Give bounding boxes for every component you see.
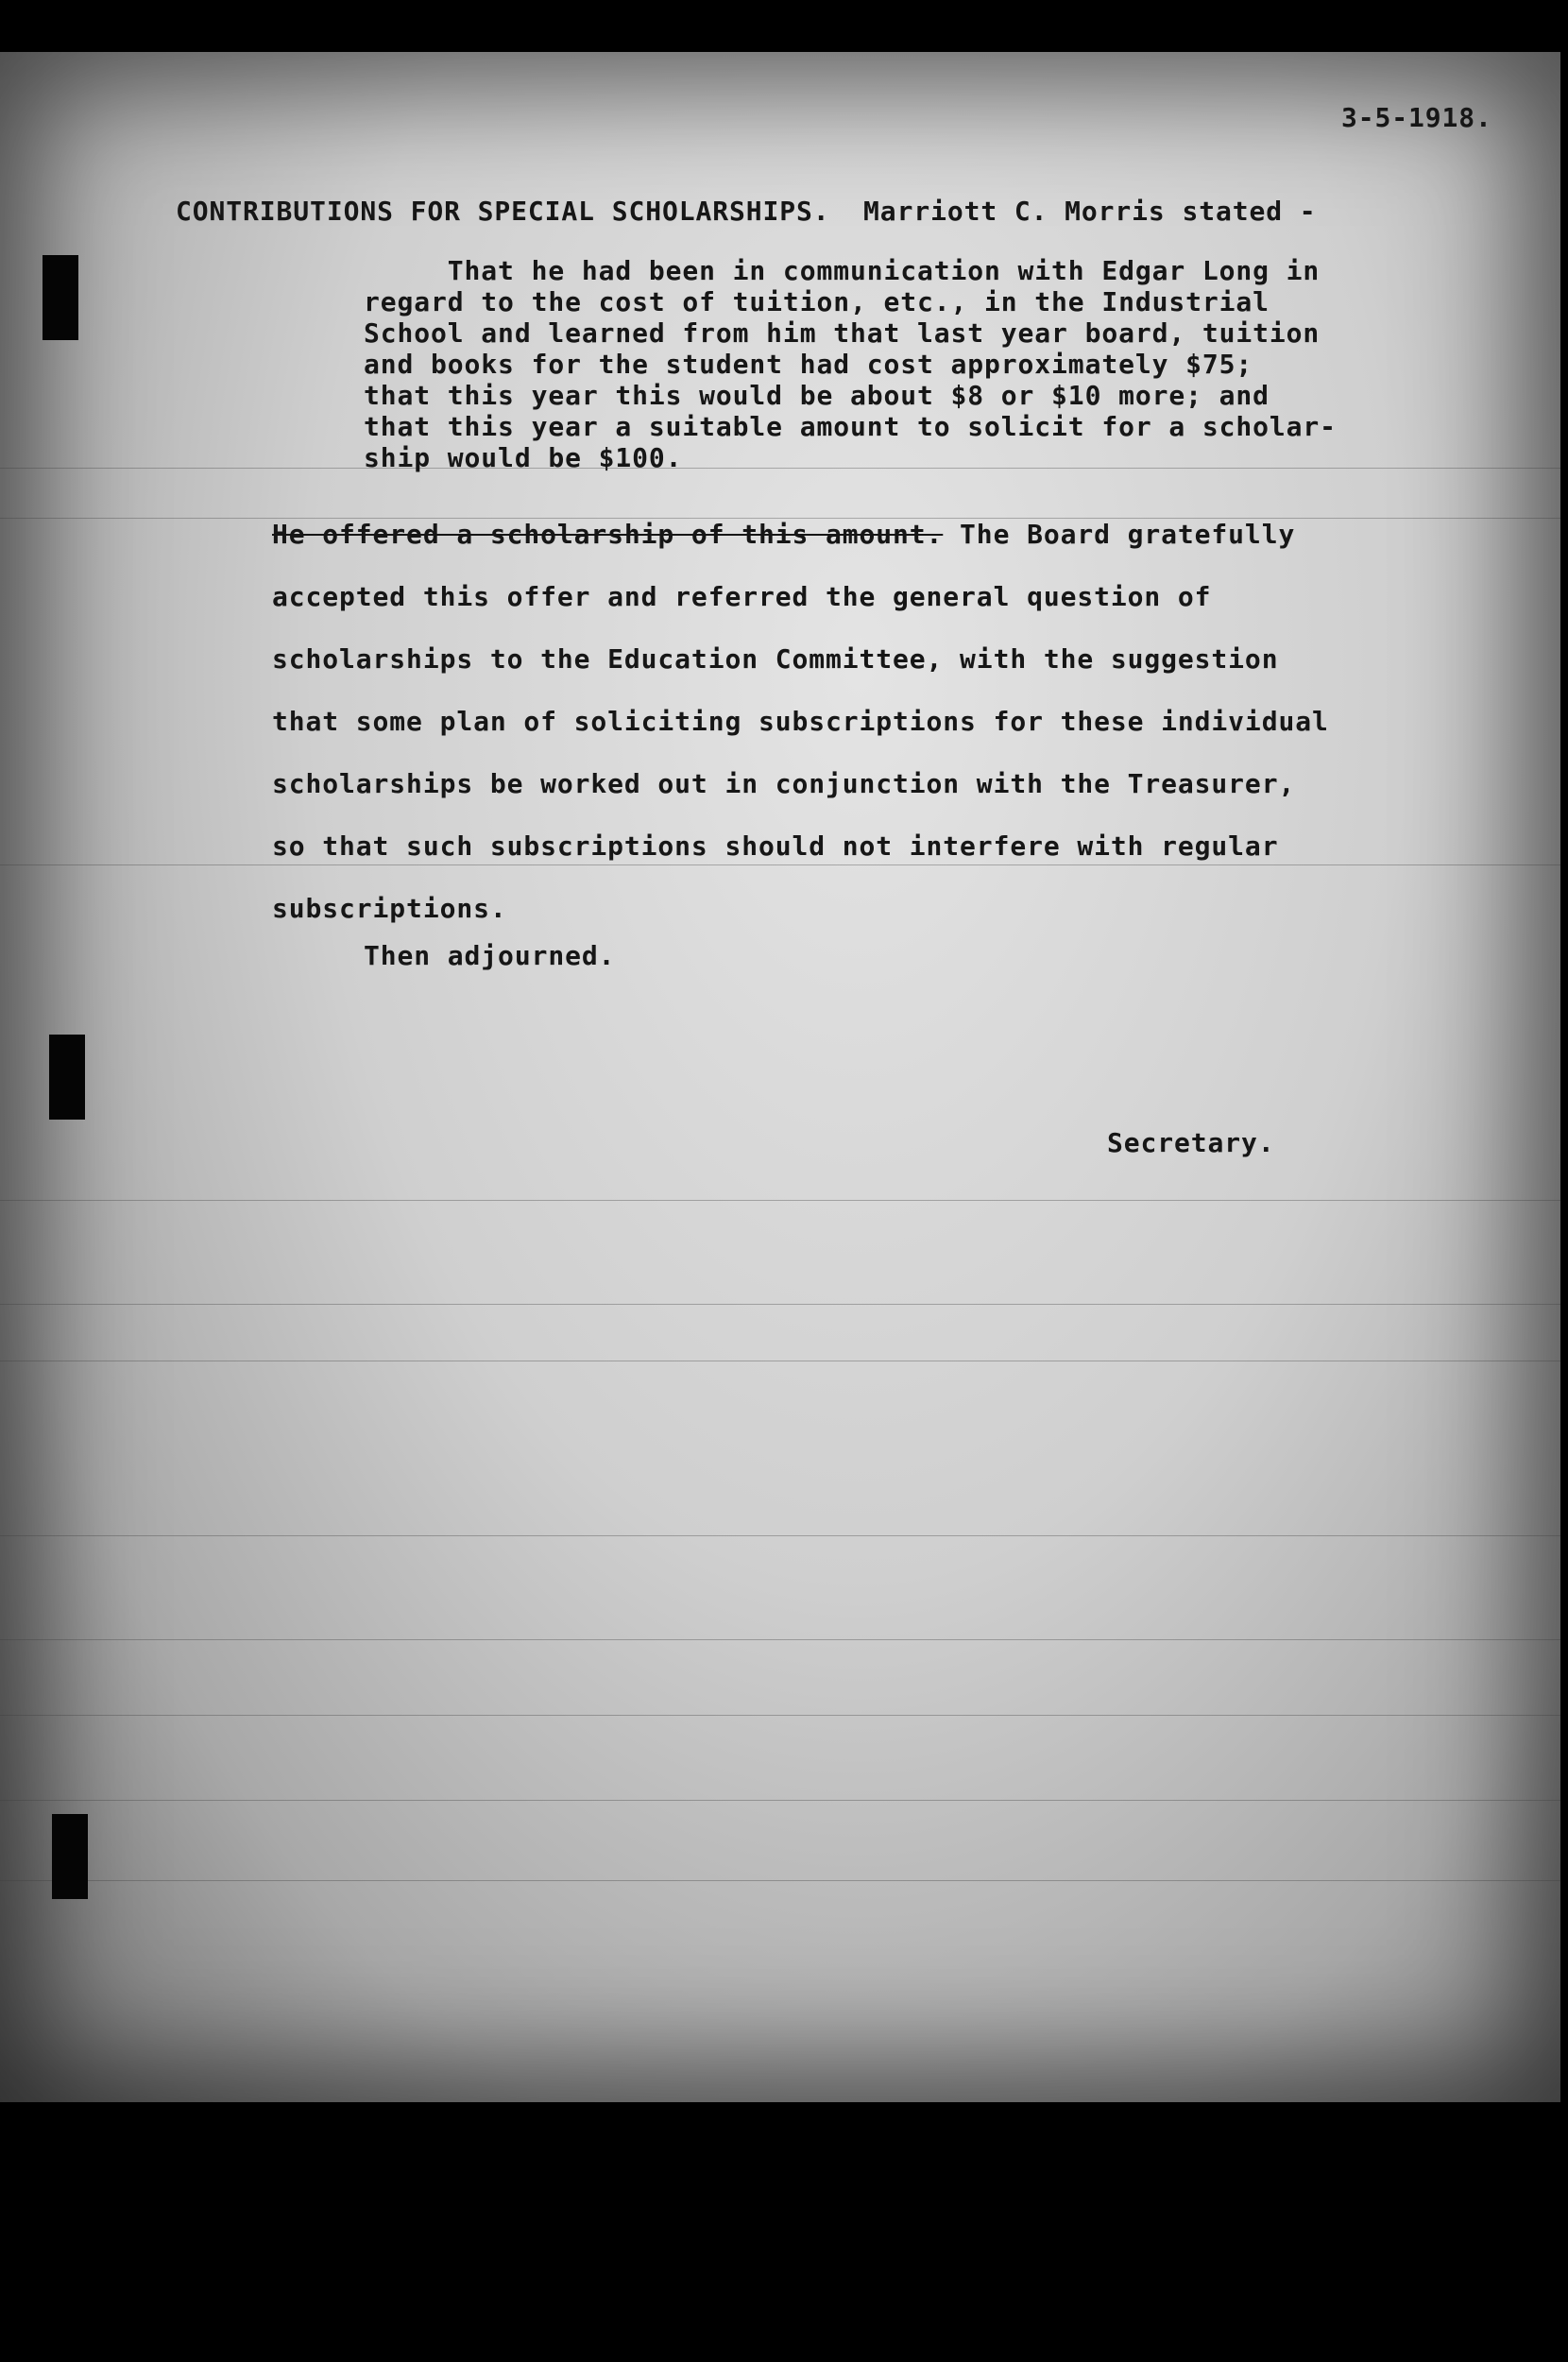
- statement-line: that this year this would be about $8 or $10 more; and: [364, 380, 1270, 411]
- ruled-line: [0, 468, 1560, 469]
- punch-hole: [52, 1814, 88, 1899]
- ruled-line: [0, 1639, 1560, 1640]
- ruled-line: [0, 1800, 1560, 1801]
- ruled-line: [0, 1880, 1560, 1881]
- section-heading: CONTRIBUTIONS FOR SPECIAL SCHOLARSHIPS. Marriott C. Morris stated -: [176, 196, 1317, 227]
- minute-line: scholarships to the Education Committee, with the suggestion: [272, 643, 1279, 675]
- ruled-line: [0, 1715, 1560, 1716]
- statement-line: and books for the student had cost approximately $75;: [364, 349, 1253, 380]
- minute-line: that some plan of soliciting subscriptions for these individual: [272, 706, 1329, 737]
- minute-line: The Board gratefully: [943, 519, 1296, 550]
- adjourned-line: Then adjourned.: [364, 940, 616, 971]
- statement-line: ship would be $100.: [364, 442, 683, 473]
- minute-line: so that such subscriptions should not interfere with regular: [272, 830, 1279, 862]
- punch-hole: [43, 255, 78, 340]
- ruled-line: [0, 1535, 1560, 1536]
- statement-line: School and learned from him that last year board, tuition: [364, 317, 1321, 349]
- ruled-line: [0, 1304, 1560, 1305]
- statement-line: That he had been in communication with Edgar Long in: [364, 255, 1321, 286]
- signature-label: Secretary.: [1107, 1127, 1275, 1158]
- minute-line: accepted this offer and referred the general question of: [272, 581, 1212, 612]
- struck-sentence: He offered a scholarship of this amount.: [272, 519, 944, 550]
- document-date: 3-5-1918.: [1341, 102, 1492, 133]
- statement-line: that this year a suitable amount to solicit for a scholar-: [364, 411, 1337, 442]
- punch-hole: [49, 1035, 85, 1120]
- minute-line: scholarships be worked out in conjunction with the Treasurer,: [272, 768, 1296, 799]
- minute-line-first: [272, 504, 1295, 566]
- statement-line: regard to the cost of tuition, etc., in the Industrial: [364, 286, 1270, 317]
- ruled-line: [0, 1200, 1560, 1201]
- minute-line: subscriptions.: [272, 893, 507, 924]
